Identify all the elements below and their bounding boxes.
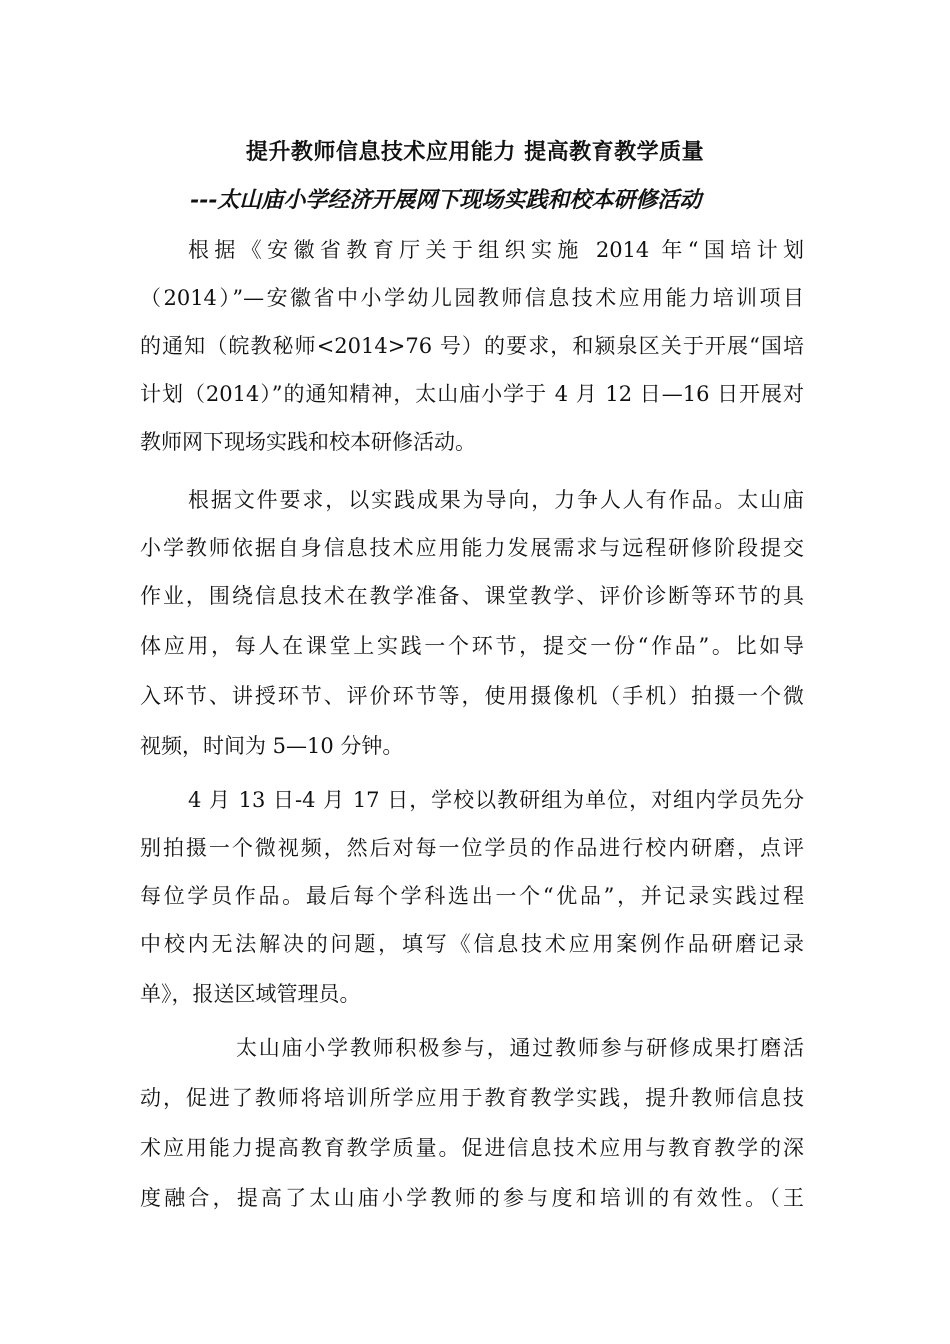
- paragraph-2-line-5: 入环节、讲授环节、评价环节等，使用摄像机（手机）拍摄一个微: [140, 684, 804, 708]
- paragraph-1-line-4: 计划（2014）”的通知精神，太山庙小学于 4 月 12 日—16 日开展对: [140, 382, 804, 406]
- paragraph-2-line-6: 视频，时间为 5—10 分钟。: [140, 734, 404, 758]
- paragraph-2-line-2: 小学教师依据自身信息技术应用能力发展需求与远程研修阶段提交: [140, 536, 804, 560]
- paragraph-4-line-3: 术应用能力提高教育教学质量。促进信息技术应用与教育教学的深: [140, 1136, 804, 1160]
- paragraph-3-line-5: 单》，报送区域管理员。: [140, 982, 361, 1006]
- paragraph-3-line-4: 中校内无法解决的问题，填写《信息技术应用案例作品研磨记录: [140, 932, 804, 956]
- paragraph-4-line-2: 动，促进了教师将培训所学应用于教育教学实践，提升教师信息技: [140, 1086, 804, 1110]
- paragraph-3-line-1: 4 月 13 日-4 月 17 日，学校以教研组为单位，对组内学员先分: [188, 788, 804, 812]
- paragraph-2-line-1: 根据文件要求，以实践成果为导向，力争人人有作品。太山庙: [188, 488, 804, 512]
- paragraph-3-line-2: 别拍摄一个微视频，然后对每一位学员的作品进行校内研磨，点评: [140, 836, 804, 860]
- paragraph-2-line-3: 作业，围绕信息技术在教学准备、课堂教学、评价诊断等环节的具: [140, 584, 804, 608]
- paragraph-4-line-1: 太山庙小学教师积极参与，通过教师参与研修成果打磨活: [236, 1036, 804, 1060]
- paragraph-1-line-1: 根据《安徽省教育厅关于组织实施 2014 年“国培计划: [188, 238, 804, 262]
- paragraph-4-line-4: 度融合，提高了太山庙小学教师的参与度和培训的有效性。（王: [140, 1186, 804, 1210]
- document-subtitle: ---太山庙小学经济开展网下现场实践和校本研修活动: [190, 187, 702, 213]
- paragraph-1-line-3: 的通知（皖教秘师<2014>76 号）的要求，和颍泉区关于开展“国培: [140, 334, 804, 358]
- document-title: 提升教师信息技术应用能力 提高教育教学质量: [245, 139, 705, 165]
- paragraph-3-line-3: 每位学员作品。最后每个学科选出一个“优品”，并记录实践过程: [140, 884, 804, 908]
- paragraph-2-line-4: 体应用，每人在课堂上实践一个环节，提交一份“作品”。比如导: [140, 634, 804, 658]
- paragraph-1-line-5: 教师网下现场实践和校本研修活动。: [140, 430, 476, 454]
- paragraph-1-line-2: （2014）”—安徽省中小学幼儿园教师信息技术应用能力培训项目: [140, 286, 804, 310]
